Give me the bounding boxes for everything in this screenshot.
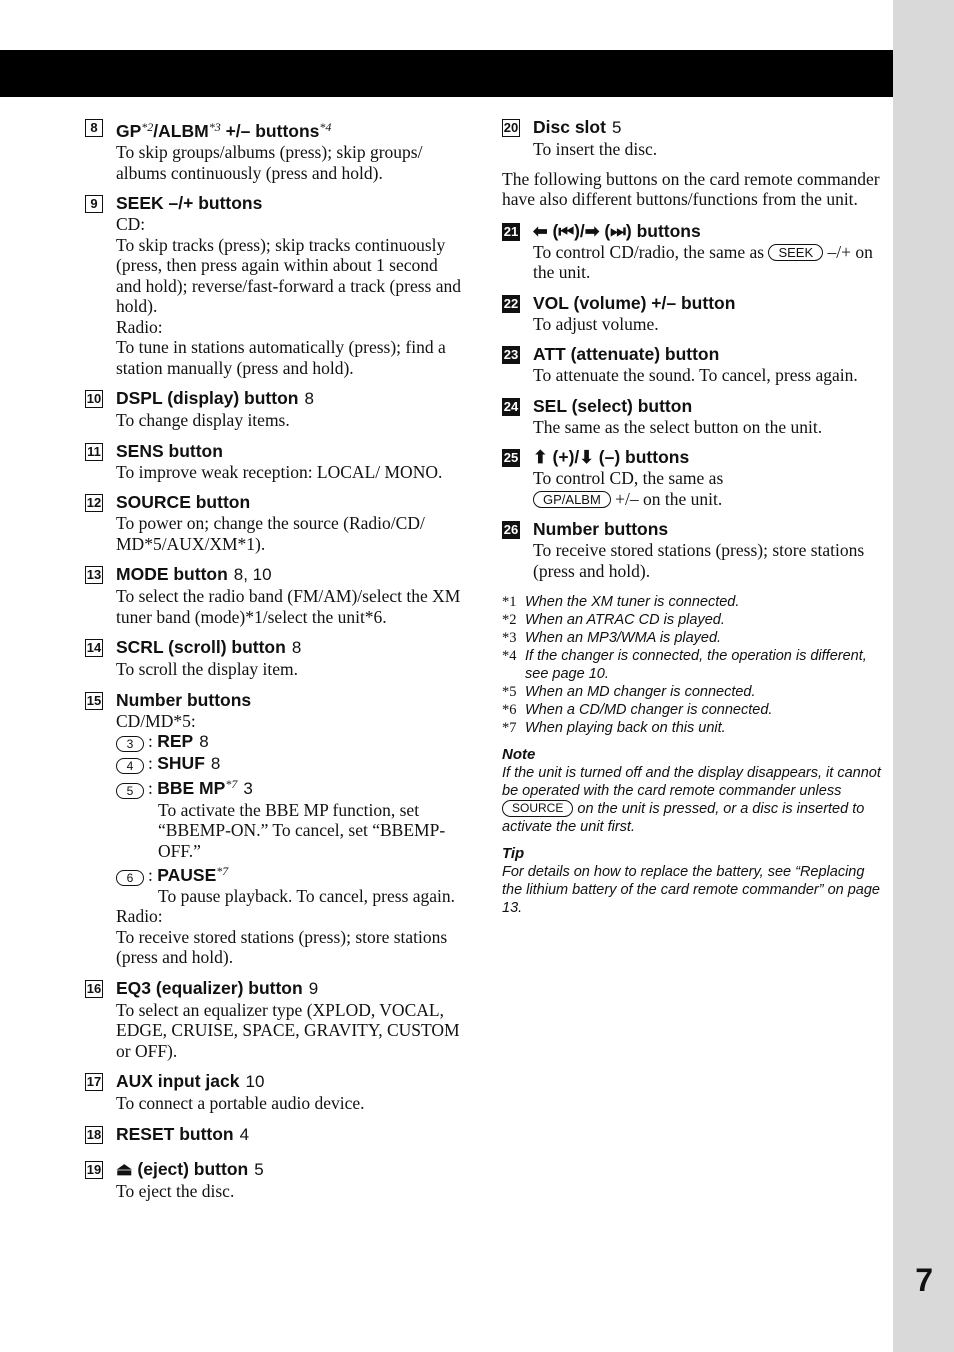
footnote: *1 When the XM tuner is connected.: [502, 594, 740, 610]
item-23: [502, 343, 882, 386]
page-number: 7: [915, 1262, 933, 1298]
item-title: SENS button: [116, 440, 223, 461]
item-24: [502, 395, 882, 438]
item-description: To adjust volume.: [533, 313, 659, 334]
item-number: 21: [503, 223, 519, 239]
key-badge: 4: [116, 758, 144, 774]
page-ref: 10: [245, 1072, 265, 1091]
item-title: ATT (attenuate) button: [533, 344, 720, 364]
item-17: [85, 1070, 463, 1114]
item-number: 17: [86, 1074, 102, 1089]
number-key-5: 5 : BBE MP$^{*7}$ 3: [116, 774, 463, 800]
item-title: EQ3 (equalizer) button 9: [116, 977, 319, 998]
seek-button-label: SEEK: [768, 244, 823, 261]
number-key-6: 6 : PAUSE$^{*7}$: [116, 861, 463, 886]
item-11: [85, 440, 463, 483]
item-25: [502, 446, 882, 509]
item-number: 26: [503, 522, 519, 537]
source-button-label: SOURCE: [502, 800, 573, 817]
footnote: *3 When an MP3/WMA is played.: [502, 630, 722, 646]
item-title: VOL (volume) +/– button: [533, 292, 736, 313]
note-heading: Note: [502, 746, 536, 763]
item-description: To receive stored stations (press); store stations (press and hold).: [533, 540, 865, 581]
item-line: Radio:: [116, 316, 163, 337]
item-title: SEL (select) button: [533, 395, 693, 416]
item-9: [85, 192, 463, 378]
item-line: To tune in stations automatically (press); find a station manually (press and hold).: [116, 337, 446, 378]
item-13: [85, 563, 463, 627]
item-description: To improve weak reception: LOCAL/ MONO.: [116, 461, 443, 482]
footnote: *5 When an MD changer is connected.: [502, 684, 756, 700]
footnote: *6 When a CD/MD changer is connected.: [502, 702, 773, 718]
item-number: 9: [85, 195, 103, 213]
footnote: *2 When an ATRAC CD is played.: [502, 612, 725, 628]
header-bar: [0, 50, 893, 97]
item-8: [85, 116, 463, 183]
page-ref: 8, 10: [233, 565, 272, 584]
intro-paragraph: The following buttons on the card remote commander have also different buttons/functions from the unit.: [502, 168, 880, 209]
item-description: To control CD, the same as GP/ALBM +/– on the unit.: [533, 468, 724, 509]
key-badge: 5: [116, 783, 144, 799]
item-21: [502, 220, 882, 283]
cdmd-label: CD/MD*5:: [116, 710, 196, 731]
item-number: 19: [86, 1161, 102, 1177]
item-description: To change display items.: [116, 410, 290, 430]
item-description: The same as the select button on the unit.: [533, 416, 823, 437]
item-10: [85, 387, 463, 431]
item-description: To scroll the display item.: [116, 659, 299, 679]
radio-description: To receive stored stations (press); store stations (press and hold).: [116, 926, 448, 967]
item-14: [85, 636, 463, 680]
right-column: [502, 116, 882, 917]
page-ref: 5: [254, 1159, 264, 1179]
item-20: [502, 116, 882, 160]
tip-body: For details on how to replace the battery, see “Replacing the lithium battery of the card remote commander” on page 13.: [502, 864, 880, 916]
item-description: To connect a portable audio device.: [116, 1093, 365, 1113]
page-ref: 8: [291, 638, 302, 657]
item-description: To select an equalizer type (XPLOD, VOCAL, EDGE, CRUISE, SPACE, GRAVITY, CUSTOM or OFF).: [116, 999, 460, 1061]
item-title: SCRL (scroll) button 8: [116, 637, 302, 657]
radio-label: Radio:: [116, 906, 163, 926]
item-number: 16: [86, 980, 102, 996]
item-title: SEEK –/+ buttons: [116, 193, 263, 213]
item-12: [85, 491, 463, 554]
item-title: SOURCE button: [116, 492, 251, 512]
item-title: ⬆ (+)/⬇ (–) buttons: [533, 447, 690, 467]
item-number: 23: [503, 347, 519, 362]
key-description: To activate the BBE MP function, set “BBEMP-ON.” To cancel, set “BBEMP-OFF.”: [158, 799, 446, 861]
item-title: AUX input jack 10: [116, 1071, 265, 1091]
tip-heading: Tip: [502, 845, 525, 862]
item-description: To select the radio band (FM/AM)/select the XM tuner band (mode)*1/select the unit*6.: [116, 586, 461, 627]
eject-icon: ⏏ (eject) button: [116, 1158, 249, 1179]
item-number: 20: [503, 120, 519, 135]
page-ref: 8: [304, 389, 314, 408]
item-number: 25: [503, 450, 519, 465]
page-ref: 9: [308, 978, 319, 998]
item-number: 8: [85, 119, 103, 137]
item-number: 12: [86, 495, 102, 510]
item-title: Disc slot 5: [533, 117, 622, 137]
item-number: 10: [86, 391, 102, 406]
item-number: 15: [86, 692, 102, 708]
item-number: 18: [86, 1126, 102, 1142]
page-ref: 5: [611, 118, 622, 137]
number-key-3: 3 : REP 8: [116, 731, 463, 753]
item-18: [85, 1123, 463, 1146]
footnote: *7 When playing back on this unit.: [502, 720, 726, 736]
item-description: To eject the disc.: [116, 1180, 235, 1201]
item-description: To power on; change the source (Radio/CD/ MD*5/AUX/XM*1).: [116, 513, 425, 554]
item-title: RESET button 4: [116, 1123, 250, 1144]
item-title: ⬅ (⏮)/➡ (⏭) buttons: [533, 220, 701, 241]
item-26: [502, 518, 882, 581]
item-title: [116, 1158, 463, 1181]
item-description: To insert the disc.: [533, 139, 658, 159]
page-margin-tab: [893, 0, 954, 1352]
item-title: Number buttons: [116, 689, 252, 710]
key-badge: 3: [116, 736, 144, 752]
footnote: *4 If the changer is connected, the operation is different, see page 10.: [502, 648, 867, 682]
item-description: To skip groups/albums (press); skip groups/ albums continuously (press and hold).: [116, 142, 423, 183]
item-line: To skip tracks (press); skip tracks continuously (press, then press again within about 1 second and hold); reverse/fast-forward a track (press and hold).: [116, 234, 461, 316]
number-key-4: 4 : SHUF 8: [116, 753, 463, 775]
item-description: To attenuate the sound. To cancel, press again.: [533, 365, 858, 385]
item-title: Number buttons: [533, 519, 669, 539]
item-number: 24: [503, 398, 519, 414]
item-title: $GP^{*2}/ALBM^{*3}$ +/– buttons$^{*4}$: [116, 120, 332, 141]
key-description: To pause playback. To cancel, press again.: [158, 885, 456, 906]
left-column: [85, 116, 463, 1210]
item-line: CD:: [116, 214, 146, 234]
item-description: To control CD/radio, the same as SEEK –/+ on the unit.: [533, 241, 873, 282]
footnotes: [502, 593, 882, 737]
item-title: MODE button 8, 10: [116, 564, 272, 584]
gp-albm-button-label: GP/ALBM: [533, 491, 611, 508]
item-19: [85, 1158, 463, 1202]
item-22: [502, 292, 882, 335]
key-badge: 6: [116, 870, 144, 886]
item-number: 22: [503, 295, 519, 311]
item-15: [85, 689, 463, 968]
item-number: 14: [86, 640, 102, 655]
item-number: 11: [85, 443, 103, 461]
item-16: [85, 977, 463, 1062]
item-title: DSPL (display) button 8: [116, 388, 314, 408]
page-ref: 4: [239, 1124, 250, 1144]
note-body: If the unit is turned off and the display disappears, it cannot be operated with the card remote commander unless SOURCE on the unit is pressed, or a disc is inserted to activate the unit first.: [502, 765, 881, 835]
item-number: 13: [86, 567, 102, 582]
